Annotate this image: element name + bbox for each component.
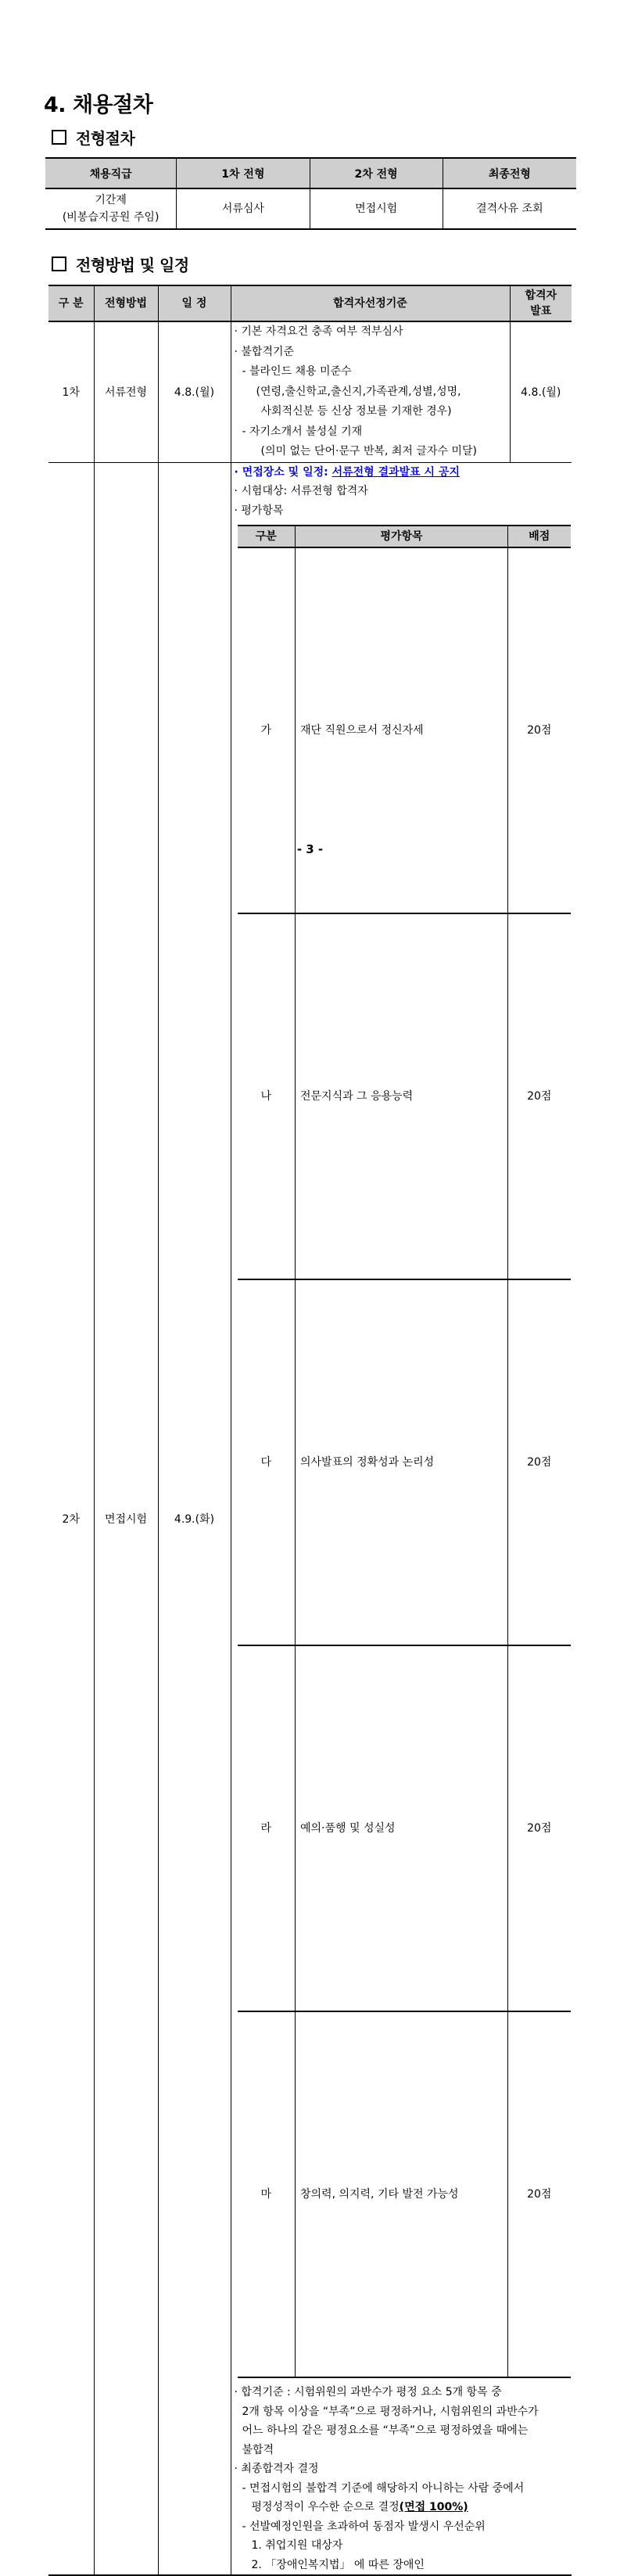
table-header-row [48, 285, 572, 321]
table-row [238, 547, 571, 913]
date-cell: 4.8.(월) [158, 321, 231, 462]
header-cell: 구분 [238, 526, 296, 547]
header-cell: 1차 전형 [177, 158, 310, 188]
tie-line: 2. 「장애인복지법」 에 따른 장애인 [251, 2558, 425, 2571]
tie-label: - 선발예정인원을 초과하여 동점자 발생시 우선순위 [242, 2520, 486, 2533]
first-stage-cell: 서류심사 [177, 188, 310, 229]
method-cell: 면접시험 [94, 462, 158, 2575]
table-row [45, 188, 576, 229]
evaluation-table [238, 525, 571, 2378]
criteria-line: · 기본 자격요건 충족 여부 적부심사 [234, 325, 403, 338]
eval-key: 가 [238, 547, 296, 913]
eval-score: 20점 [508, 2011, 571, 2377]
header-cell: 평가항목 [296, 526, 508, 547]
criteria-line: · 불합격기준 [234, 345, 295, 358]
table-row [48, 321, 572, 462]
final-line: - 면접시험의 불합격 기준에 해당하지 아니하는 사람 중에서 [242, 2481, 525, 2495]
eval-score: 20점 [508, 1279, 571, 1645]
criteria-line: - 자기소개서 불성실 기재 [242, 425, 363, 438]
division-cell: 2차 [48, 462, 94, 2575]
criteria-line: (연령,출신학교,출신지,가족관계,성별,성명, [256, 385, 461, 398]
header-cell: 전형방법 [94, 285, 158, 321]
section-heading-text: 전형절차 [76, 129, 135, 148]
criteria-line: 사회적신분 등 신상 정보를 기재한 경우) [260, 405, 452, 418]
table-header-row [45, 158, 576, 188]
header-cell: 일 정 [158, 285, 231, 321]
header-cell [510, 285, 572, 321]
eval-score: 20점 [508, 547, 571, 913]
header-cell: 최종전형 [443, 158, 576, 188]
header-line: 합격자 [525, 289, 557, 302]
pass-criteria-line: · 합격기준 : 시험위원의 과반수가 평정 요소 5개 항목 중 [234, 2386, 502, 2398]
venue-value: 서류전형 결과발표 시 공지 [332, 465, 460, 479]
final-label: · 최종합격자 결정 [234, 2463, 319, 2475]
table-row [238, 2011, 571, 2377]
announce-cell: 4.8.(월) [510, 321, 572, 462]
criteria-cell [231, 321, 510, 462]
eval-label: · 평가항목 [234, 504, 284, 517]
header-cell: 채용직급 [45, 158, 177, 188]
final-line [235, 2498, 572, 2517]
section-heading-schedule [52, 253, 189, 275]
eval-score: 20점 [508, 1645, 571, 2011]
criteria-cell [231, 462, 572, 2575]
eval-key: 라 [238, 1645, 296, 2011]
target-line: · 시험대상: 서류전형 합격자 [234, 485, 368, 497]
eval-key: 다 [238, 1279, 296, 1645]
final-text: 평정성적이 우수한 순으로 결정 [251, 2501, 400, 2513]
criteria-line: (의미 없는 단어·문구 반복, 최저 글자수 미달) [260, 445, 477, 457]
table-row [238, 913, 571, 1279]
eval-key: 마 [238, 2011, 296, 2377]
header-cell: 합격자선정기준 [231, 285, 510, 321]
tie-line: 1. 취업지원 대상자 [251, 2539, 343, 2552]
eval-item: 전문지식과 그 응용능력 [296, 913, 508, 1279]
table-header-row [238, 526, 571, 547]
eval-key: 나 [238, 913, 296, 1279]
pass-criteria-line: 2개 항목 이상을 “부족”으로 평정하거나, 시험위원의 과반수가 [242, 2405, 539, 2418]
venue-line [235, 463, 572, 483]
procedure-table [45, 157, 576, 230]
checkbox-square-icon [52, 130, 66, 145]
bullet: · [234, 465, 242, 479]
section-heading-text: 전형방법 및 일정 [76, 256, 189, 274]
criteria-line: - 블라인드 채용 미준수 [242, 365, 352, 378]
grade-line: 기간제 [95, 194, 127, 206]
pass-criteria-line: 불합격 [242, 2443, 274, 2456]
table-row [238, 1279, 571, 1645]
eval-item: 의사발표의 정확성과 논리성 [296, 1279, 508, 1645]
schedule-table [48, 285, 572, 2576]
page-title: 4. 채용절차 [44, 93, 153, 117]
pass-criteria-line: 어느 하나의 같은 평정요소를 “부족”으로 평정하였을 때에는 [242, 2424, 529, 2437]
table-row [48, 462, 572, 2575]
venue-label: 면접장소 및 일정: [242, 465, 332, 479]
date-cell: 4.9.(화) [158, 462, 231, 2575]
section-heading-procedure [52, 126, 134, 149]
eval-item: 예의·품행 및 성실성 [296, 1645, 508, 2011]
final-stage-cell: 결격사유 조회 [443, 188, 576, 229]
header-cell: 배점 [508, 526, 571, 547]
division-cell: 1차 [48, 321, 94, 462]
eval-item: 재단 직원으로서 정신자세 [296, 547, 508, 913]
grade-cell [45, 188, 177, 229]
eval-score: 20점 [508, 913, 571, 1279]
header-line: 발표 [530, 305, 552, 318]
header-cell: 구 분 [48, 285, 94, 321]
final-highlight: (면접 100%) [399, 2501, 468, 2513]
grade-line: (비봉습지공원 주임) [62, 211, 159, 224]
method-cell: 서류전형 [94, 321, 158, 462]
page-number: - 3 - [296, 842, 324, 856]
second-stage-cell: 면접시험 [310, 188, 443, 229]
checkbox-square-icon [52, 257, 66, 271]
header-cell: 2차 전형 [310, 158, 443, 188]
table-row [238, 1645, 571, 2011]
eval-item: 창의력, 의지력, 기타 발전 가능성 [296, 2011, 508, 2377]
